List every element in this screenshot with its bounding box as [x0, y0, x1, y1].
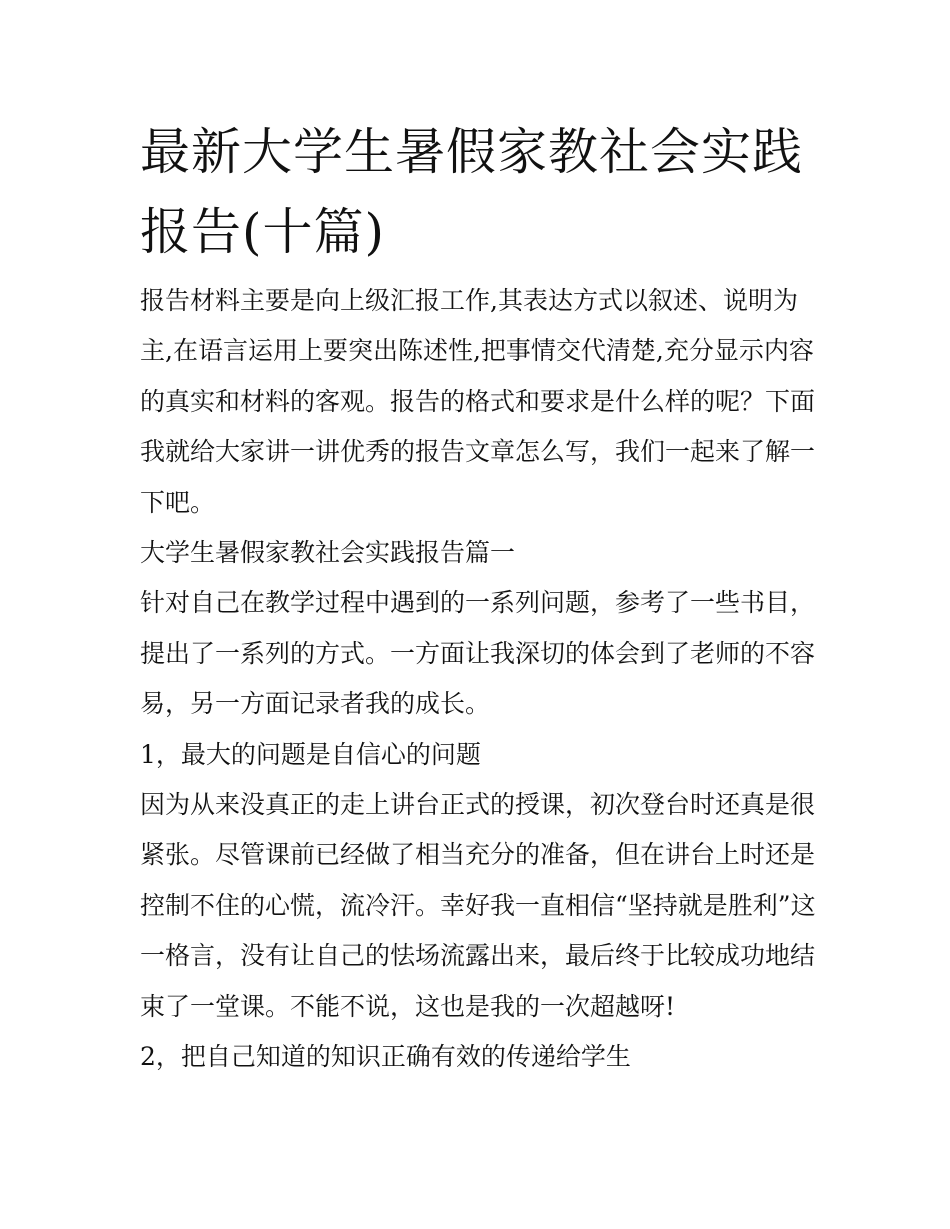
text-line: 主,在语言运用上要突出陈述性,把事情交代清楚,充分显示内容	[140, 336, 814, 366]
text-line: 因为从来没真正的走上讲台正式的授课，初次登台时还真是很	[140, 790, 816, 820]
title-line: 最新大学生暑假家教社会实践	[140, 123, 803, 181]
text-line: 我就给大家讲一讲优秀的报告文章怎么写，我们一起来了解一	[140, 437, 816, 467]
text-line: 报告材料主要是向上级汇报工作,其表达方式以叙述、说明为	[140, 286, 798, 315]
text-line: 紧张。尽管课前已经做了相当充分的准备，但在讲台上时还是	[140, 840, 816, 870]
text-line: 一格言，没有让自己的怯场流露出来，最后终于比较成功地结	[140, 941, 816, 971]
text-line: 控制不住的心慌，流冷汗。幸好我一直相信“坚持就是胜利”这	[140, 890, 816, 920]
subheading: 1，最大的问题是自信心的问题	[140, 739, 481, 769]
text-line: 束了一堂课。不能不说，这也是我的一次超越呀!	[140, 991, 676, 1021]
text-line: 下吧。	[140, 487, 216, 517]
subheading: 2，把自己知道的知识正确有效的传递给学生	[140, 1042, 631, 1072]
title-line: 报告(十篇)	[140, 203, 386, 261]
text-line: 易，另一方面记录者我的成长。	[140, 689, 491, 719]
section-heading: 大学生暑假家教社会实践报告篇一	[140, 538, 516, 568]
text-line: 提出了一系列的方式。一方面让我深切的体会到了老师的不容	[140, 638, 816, 668]
text-line: 的真实和材料的客观。报告的格式和要求是什么样的呢？下面	[140, 386, 816, 416]
document-title	[140, 112, 803, 272]
document-body	[140, 276, 816, 1083]
text-line: 针对自己在教学过程中遇到的一系列问题，参考了一些书目，	[140, 588, 816, 618]
